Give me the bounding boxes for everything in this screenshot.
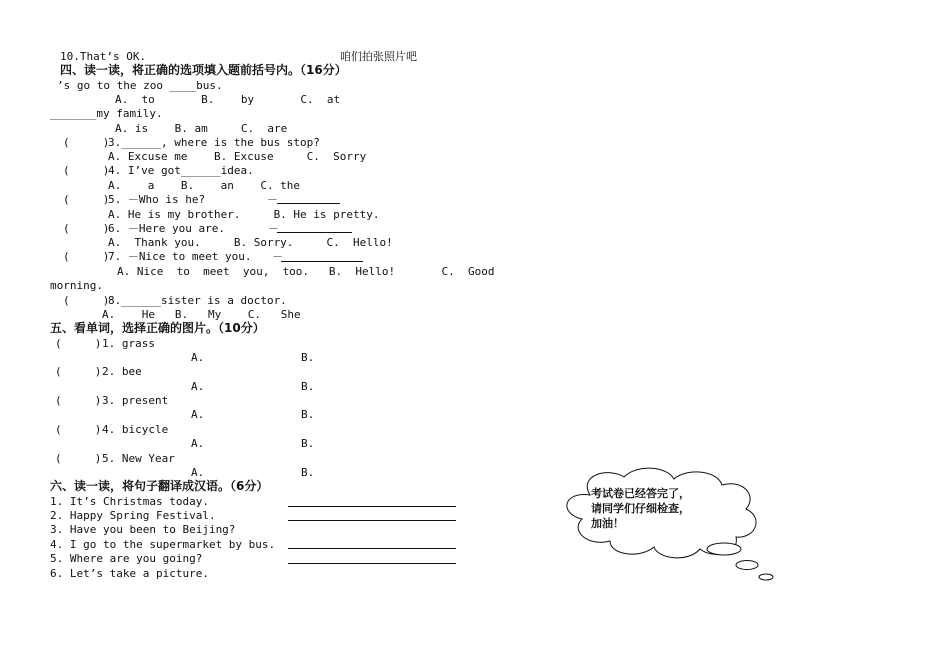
q5-answer-line[interactable] xyxy=(277,203,340,204)
s5-item2-word: 2. bee xyxy=(102,365,142,378)
q7-answer-line[interactable] xyxy=(281,261,363,262)
s6-answer-line-4[interactable] xyxy=(288,548,456,549)
q6-answer-dash: － xyxy=(268,222,279,235)
q8-paren[interactable]: ( ) xyxy=(63,294,110,307)
section-5-title: 五、看单词，选择正确的图片。（10分） xyxy=(50,321,265,335)
q7-answer-dash: － xyxy=(272,250,283,263)
q5-answer-dash: － xyxy=(267,193,278,206)
q6-paren[interactable]: ( ) xyxy=(63,222,110,235)
item-10-chinese: 咱们拍张照片吧 xyxy=(340,50,417,63)
s6-sentence-2: 2. Happy Spring Festival. xyxy=(50,509,216,522)
section-4-title: 四、读一读，将正确的选项填入题前括号内。（16分） xyxy=(60,63,347,77)
q4-paren[interactable]: ( ) xyxy=(63,164,110,177)
s5-item5-word: 5. New Year xyxy=(102,452,175,465)
item-10: 10.That’s OK. xyxy=(60,50,147,63)
s5-item4-option-b[interactable]: B. xyxy=(301,437,315,450)
section-6-title: 六、读一读，将句子翻译成汉语。（6分） xyxy=(50,479,269,493)
q2-options: A. is B. am C. are xyxy=(115,122,288,135)
cloud-line-1: 考试卷已经答完了， xyxy=(591,487,690,500)
s5-item4-paren[interactable]: ( ) xyxy=(55,423,102,436)
q5-paren[interactable]: ( ) xyxy=(63,193,110,206)
q4-stem: 4. I’ve got______idea. xyxy=(108,164,254,177)
s5-item1-paren[interactable]: ( ) xyxy=(55,337,102,350)
s6-sentence-3: 3. Have you been to Beijing? xyxy=(50,523,236,536)
s5-item5-option-a[interactable]: A. xyxy=(191,466,205,479)
s5-item5-paren[interactable]: ( ) xyxy=(55,452,102,465)
s5-item4-word: 4. bicycle xyxy=(102,423,169,436)
q5-stem: 5. －Who is he? xyxy=(108,193,206,206)
q6-stem: 6. －Here you are. xyxy=(108,222,225,235)
cloud-line-2: 请同学们仔细检查， xyxy=(591,502,690,515)
q7-options-wrap: morning. xyxy=(50,279,103,292)
thought-cloud-icon xyxy=(550,465,790,590)
s5-item5-option-b[interactable]: B. xyxy=(301,466,315,479)
s5-item1-option-a[interactable]: A. xyxy=(191,351,205,364)
s5-item4-option-a[interactable]: A. xyxy=(191,437,205,450)
q6-answer-line[interactable] xyxy=(277,232,352,233)
s6-sentence-6: 6. Let’s take a picture. xyxy=(50,567,209,580)
q3-options: A. Excuse me B. Excuse C. Sorry xyxy=(108,150,367,163)
q3-stem: 3.______, where is the bus stop? xyxy=(108,136,320,149)
q7-options: A. Nice to meet you, too. B. Hello! C. Good xyxy=(117,265,495,278)
q7-paren[interactable]: ( ) xyxy=(63,250,110,263)
s5-item3-paren[interactable]: ( ) xyxy=(55,394,102,407)
q8-options: A. He B. My C. She xyxy=(102,308,301,321)
s6-answer-line-2[interactable] xyxy=(288,520,456,521)
s5-item3-word: 3. present xyxy=(102,394,169,407)
q1-options: A. to B. by C. at xyxy=(115,93,341,106)
s6-answer-line-5[interactable] xyxy=(288,563,456,564)
s5-item3-option-a[interactable]: A. xyxy=(191,408,205,421)
q4-options: A. a B. an C. the xyxy=(108,179,301,192)
s5-item1-word: 1. grass xyxy=(102,337,155,350)
s5-item1-option-b[interactable]: B. xyxy=(301,351,315,364)
s5-item2-paren[interactable]: ( ) xyxy=(55,365,102,378)
s6-sentence-4: 4. I go to the supermarket by bus. xyxy=(50,538,276,551)
q2-stem: _______my family. xyxy=(50,107,163,120)
s6-sentence-1: 1. It’s Christmas today. xyxy=(50,495,209,508)
s5-item2-option-b[interactable]: B. xyxy=(301,380,315,393)
q1-stem: ’s go to the zoo ____bus. xyxy=(57,79,223,92)
q8-stem: 8.______sister is a doctor. xyxy=(108,294,287,307)
q6-options: A. Thank you. B. Sorry. C. Hello! xyxy=(108,236,393,249)
q5-options: A. He is my brother. B. He is pretty. xyxy=(108,208,380,221)
cloud-line-3: 加油！ xyxy=(591,517,624,530)
s6-answer-line-1[interactable] xyxy=(288,506,456,507)
q3-paren[interactable]: ( ) xyxy=(63,136,110,149)
s6-sentence-5: 5. Where are you going? xyxy=(50,552,203,565)
s5-item3-option-b[interactable]: B. xyxy=(301,408,315,421)
s5-item2-option-a[interactable]: A. xyxy=(191,380,205,393)
q7-stem: 7. －Nice to meet you. xyxy=(108,250,252,263)
